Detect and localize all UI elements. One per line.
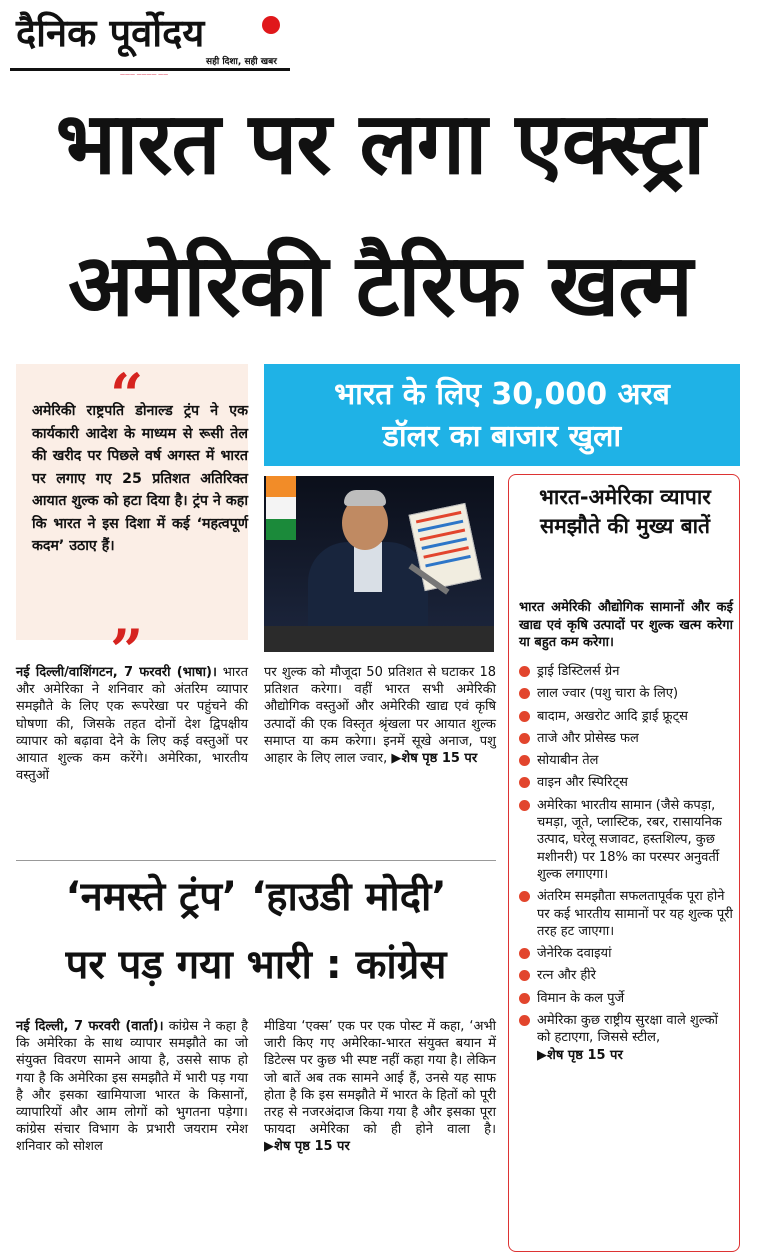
list-item: रत्न और हीरे: [517, 967, 735, 984]
story2-column-2: [264, 1018, 496, 1156]
list-item: अंतरिम समझौता सफलतापूर्वक पूरा होने पर कई भारतीय सामानों पर यह शुल्क पूरी तरह हट जाएगा।: [517, 888, 735, 940]
news-photo: [264, 476, 494, 652]
masthead-small-print: ——— ———— ——: [120, 72, 169, 78]
banner-line-1: भारत के लिए 30,000 अरब: [334, 377, 670, 412]
list-item: बादाम, अखरोट आदि ड्राई फ्रूट्स: [517, 708, 735, 725]
story2-dateline: नई दिल्ली, 7 फरवरी (वार्ता)।: [16, 1019, 164, 1034]
sidebox-continue-link[interactable]: ▶शेष पृष्ठ 15 पर: [537, 1047, 623, 1063]
story2-text-col1: कांग्रेस ने कहा है कि अमेरिका के साथ व्यापार समझौते का जो संयुक्त विवरण सामने आया है, उससे साफ हो गया है कि अमेरिका इस समझौते में भारी पड़ गया है और इसका खामियाजा भारत के किसानों, व्यापारियों और आम लोगों को भुगतना पड़ेगा। कांग्रेस संचार विभाग के प्रभारी जयराम रमेश शनिवार को सोशल: [16, 1019, 248, 1155]
masthead-dot-icon: [262, 16, 280, 34]
second-headline-line-2: पर पड़ गया भारी : कांग्रेस: [65, 942, 447, 988]
story1-text-col1: भारत और अमेरिका ने शनिवार को अंतरिम व्यापार समझौते के लिए एक रूपरेखा पर पहुंचने की घोषणा की, जिसके तहत दोनों देश द्विपक्षीय व्यापार को बढ़ावा देने के लिए कई वस्तुओं पर आयात शुल्क कम करेंगे। अमेरिका, भारतीय वस्तुओं: [16, 665, 248, 784]
story1-text-col2: पर शुल्क को मौजूदा 50 प्रतिशत से घटाकर 18 प्रतिशत करेगा। वहीं भारत सभी अमेरिकी औद्योगिक वस्तुओं और अमेरिकी खाद्य एवं कृषि उत्पादों की एक विस्तृत श्रृंखला पर आयात शुल्क समाप्त या कम करेगा। इनमें सूखे अनाज, पशु आहार के लिए लाल ज्वार,: [264, 665, 496, 767]
story2-column-1: [16, 1018, 248, 1156]
key-points-intro: भारत अमेरिकी औद्योगिक सामानों और कई खाद्य एवं कृषि उत्पादों पर शुल्क खत्म करेगा या बहुत कम करेगा।: [519, 600, 733, 650]
key-points-title: भारत-अमेरिका व्यापार समझौते की मुख्य बातें: [539, 485, 711, 538]
market-banner: [264, 364, 740, 466]
banner-line-2: डॉलर का बाजार खुला: [382, 419, 622, 454]
list-item: ड्राई डिस्टिलर्स ग्रेन: [517, 663, 735, 680]
list-item: ताजे और प्रोसेस्ड फल: [517, 730, 735, 747]
flag-icon: [266, 476, 296, 540]
list-item: लाल ज्वार (पशु चारा के लिए): [517, 685, 735, 702]
close-quote-icon: ”: [110, 617, 144, 685]
list-item: जेनेरिक दवाइयां: [517, 945, 735, 962]
list-item: अमेरिका भारतीय सामान (जैसे कपड़ा, चमड़ा, जूते, प्लास्टिक, रबर, रासायनिक उत्पाद, घरेलू सजावट, हस्तशिल्प, कुछ मशीनरी) पर 18% का परस्पर अनुवर्ती शुल्क लगाएगा।: [517, 797, 735, 883]
second-headline-line-1: ‘नमस्ते ट्रंप’ ‘हाउडी मोदी’: [65, 874, 447, 920]
list-item: सोयाबीन तेल: [517, 752, 735, 769]
photo-person-hair: [344, 490, 386, 506]
list-item: विमान के कल पुर्जे: [517, 990, 735, 1007]
newspaper-name: दैनिक पूर्वोदय: [16, 11, 205, 55]
key-points-list: [517, 663, 735, 1069]
key-points-box: [508, 474, 740, 1252]
masthead-tagline: सही दिशा, सही खबर: [206, 57, 277, 67]
masthead-rule: [10, 68, 290, 71]
story1-column-1: [16, 664, 248, 784]
section-divider: [16, 860, 496, 861]
story1-dateline: नई दिल्ली/वाशिंगटन, 7 फरवरी (भाषा)।: [16, 665, 217, 680]
main-headline-line-2: अमेरिकी टैरिफ खत्म: [68, 236, 692, 336]
story1-continue-link[interactable]: ▶शेष पृष्ठ 15 पर: [391, 751, 478, 767]
list-item: [517, 1012, 735, 1064]
pull-quote-text: अमेरिकी राष्ट्रपति डोनाल्ड ट्रंप ने एक कार्यकारी आदेश के माध्यम से रूसी तेल की खरीद पर पिछले वर्ष अगस्त में भारत पर लगाए गए 25 प्रतिशत अतिरिक्त आयात शुल्क को हटा दिया है। ट्रंप ने कहा कि भारत ने इस दिशा में कई ‘महत्वपूर्ण कदम’ उठाए हैं।: [32, 403, 248, 554]
open-quote-icon: “: [110, 361, 144, 429]
story2-continue-link[interactable]: ▶शेष पृष्ठ 15 पर: [264, 1139, 350, 1155]
story2-text-col2: मीडिया ‘एक्स’ एक पर एक पोस्ट में कहा, ‘अभी जारी किए गए अमेरिका-भारत संयुक्त बयान में डिटेल्स पर कुछ भी स्पष्ट नहीं कहा गया है। लेकिन जो बातें अब तक सामने आई हैं, उनसे यह साफ होता है कि इस समझौते में भारत के हितों को पूरी तरह से नजरअंदाज किया गया है और इसका पूरा फायदा अमेरिका को ही होने वाला है।: [264, 1019, 496, 1138]
masthead: [10, 6, 290, 78]
photo-desk: [264, 626, 494, 652]
story1-column-2: [264, 664, 496, 767]
list-item-text: अमेरिका कुछ राष्ट्रीय सुरक्षा वाले शुल्कों को हटाएगा, जिससे स्टील,: [537, 1013, 718, 1046]
main-headline-line-1: भारत पर लगा एक्स्ट्रा: [55, 94, 705, 194]
list-item: वाइन और स्पिरिट्स: [517, 774, 735, 791]
